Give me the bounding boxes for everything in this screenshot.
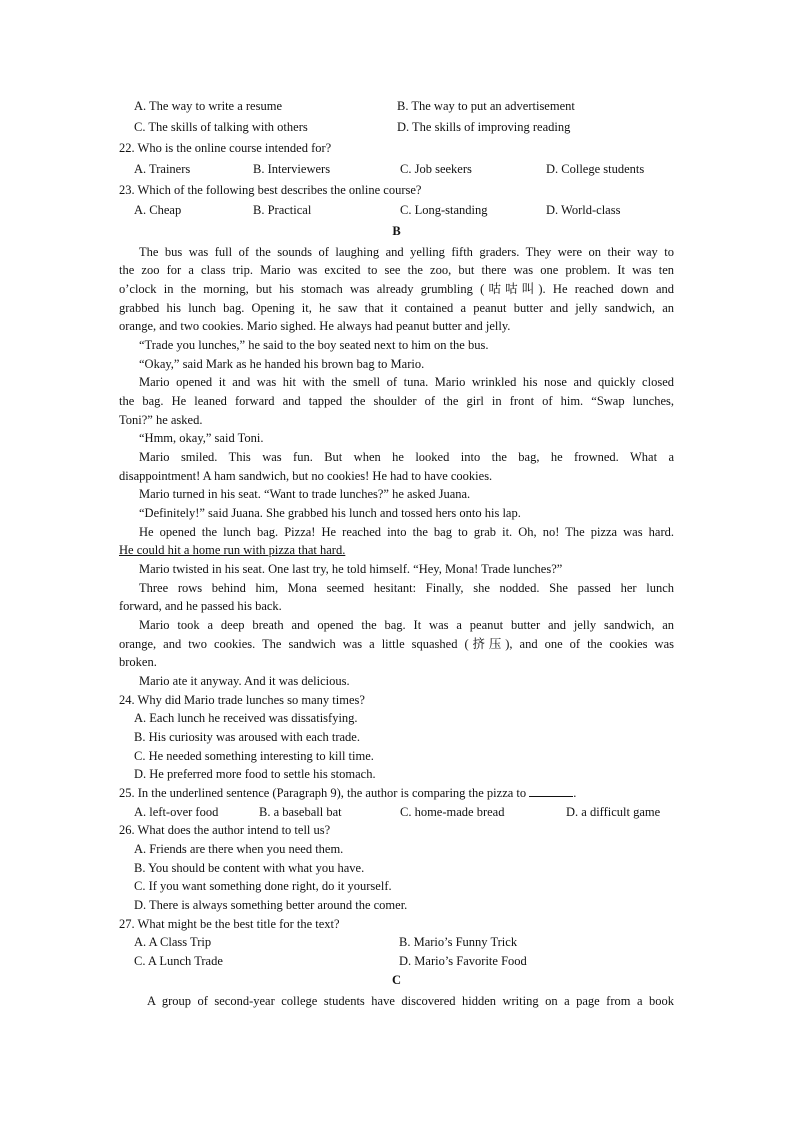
q26-stem: 26. What does the author intend to tell us? xyxy=(119,823,331,837)
q23-option-d: D. World-class xyxy=(546,203,621,217)
q25-option-b: B. a baseball bat xyxy=(259,805,342,819)
q21-option-d: D. The skills of improving reading xyxy=(397,120,571,134)
section-b-heading: B xyxy=(392,224,401,238)
q23-option-a: A. Cheap xyxy=(134,203,182,217)
passage-line: Mario turned in his seat. “Want to trade lunches?” he asked Juana. xyxy=(139,487,471,501)
underlined-sentence: He could hit a home run with pizza that hard. xyxy=(119,543,346,557)
q22-option-b: B. Interviewers xyxy=(253,162,331,176)
q24-option-b: B. His curiosity was aroused with each trade. xyxy=(134,730,360,744)
q27-option-b: B. Mario’s Funny Trick xyxy=(399,935,518,949)
passage-line: “Hmm, okay,” said Toni. xyxy=(139,431,264,445)
q26-option-b: B. You should be content with what you have. xyxy=(134,861,365,875)
passage-line: “Okay,” said Mark as he handed his brown bag to Mario. xyxy=(139,357,425,371)
passage-line: the bag. He leaned forward and tapped the shoulder of the girl in front of him. “Swap lunches, xyxy=(119,394,674,408)
q26-option-d: D. There is always something better around the comer. xyxy=(134,898,408,912)
q27-option-a: A. A Class Trip xyxy=(134,935,212,949)
q23-stem: 23. Which of the following best describes the online course? xyxy=(119,183,422,197)
passage-line: Mario opened it and was hit with the smell of tuna. Mario wrinkled his nose and quickly closed xyxy=(139,375,674,389)
passage-line: orange, and two cookies. The sandwich was a little squashed (挤压), and one of the cookies was xyxy=(119,637,674,651)
passage-line: Mario ate it anyway. And it was delicious. xyxy=(139,674,350,688)
q21-option-b: B. The way to put an advertisement xyxy=(397,99,575,113)
q24-option-c: C. He needed something interesting to kill time. xyxy=(134,749,374,763)
q27-option-d: D. Mario’s Favorite Food xyxy=(399,954,527,968)
q23-option-c: C. Long-standing xyxy=(400,203,488,217)
q26-option-a: A. Friends are there when you need them. xyxy=(134,842,344,856)
q25-option-a: A. left-over food xyxy=(134,805,219,819)
passage-line: Mario took a deep breath and opened the bag. It was a peanut butter and jelly sandwich, an xyxy=(139,618,674,632)
q23-option-b: B. Practical xyxy=(253,203,312,217)
q24-option-a: A. Each lunch he received was dissatisfying. xyxy=(134,711,358,725)
q21-option-a: A. The way to write a resume xyxy=(134,99,282,113)
q25-stem-end: . xyxy=(573,786,577,800)
q25-option-d: D. a difficult game xyxy=(566,805,661,819)
q22-stem: 22. Who is the online course intended for? xyxy=(119,141,332,155)
q21-option-c: C. The skills of talking with others xyxy=(134,120,308,134)
passage-line: Mario smiled. This was fun. But when he looked into the bag, he frowned. What a xyxy=(139,450,674,464)
passage-c-line: A group of second-year college students have discovered hidden writing on a page from a book xyxy=(147,994,674,1008)
passage-line: “Trade you lunches,” he said to the boy seated next to him on the bus. xyxy=(139,338,489,352)
q27-stem: 27. What might be the best title for the text? xyxy=(119,917,340,931)
passage-line: He opened the lunch bag. Pizza! He reached into the bag to grab it. Oh, no! The pizza was hard. xyxy=(139,525,674,539)
passage-line: The bus was full of the sounds of laughing and yelling fifth graders. They were on their way to xyxy=(139,245,674,259)
q22-option-a: A. Trainers xyxy=(134,162,191,176)
q25-stem xyxy=(119,785,576,801)
passage-line: grabbed his lunch bag. Opening it, he saw that it contained a peanut butter and jelly sandwich, an xyxy=(119,301,674,315)
answer-blank xyxy=(529,786,573,797)
q25-option-c: C. home-made bread xyxy=(400,805,505,819)
q26-option-c: C. If you want something done right, do it yourself. xyxy=(134,879,392,893)
passage-line: the zoo for a class trip. Mario was excited to see the zoo, but there was one problem. It was ten xyxy=(119,263,674,277)
passage-line: broken. xyxy=(119,655,157,669)
q25-stem-text: 25. In the underlined sentence (Paragraph 9), the author is comparing the pizza to xyxy=(119,786,527,800)
passage-line: Toni?” he asked. xyxy=(119,413,203,427)
passage-line: Three rows behind him, Mona seemed hesitant: Finally, she nodded. She passed her lunch xyxy=(139,581,674,595)
q27-option-c: C. A Lunch Trade xyxy=(134,954,223,968)
q24-stem: 24. Why did Mario trade lunches so many times? xyxy=(119,693,365,707)
passage-line: Mario twisted in his seat. One last try, he told himself. “Hey, Mona! Trade lunches?” xyxy=(139,562,563,576)
q22-option-c: C. Job seekers xyxy=(400,162,472,176)
passage-line: “Definitely!” said Juana. She grabbed his lunch and tossed hers onto his lap. xyxy=(139,506,521,520)
passage-line: forward, and he passed his back. xyxy=(119,599,282,613)
section-c-heading: C xyxy=(391,973,402,987)
q22-option-d: D. College students xyxy=(546,162,645,176)
q24-option-d: D. He preferred more food to settle his stomach. xyxy=(134,767,376,781)
passage-line: disappointment! A ham sandwich, but no cookies! He had to have cookies. xyxy=(119,469,493,483)
passage-line: orange, and two cookies. Mario sighed. He always had peanut butter and jelly. xyxy=(119,319,511,333)
passage-line: o’clock in the morning, but his stomach was already grumbling (咕咕叫). He reached down and xyxy=(119,282,674,296)
